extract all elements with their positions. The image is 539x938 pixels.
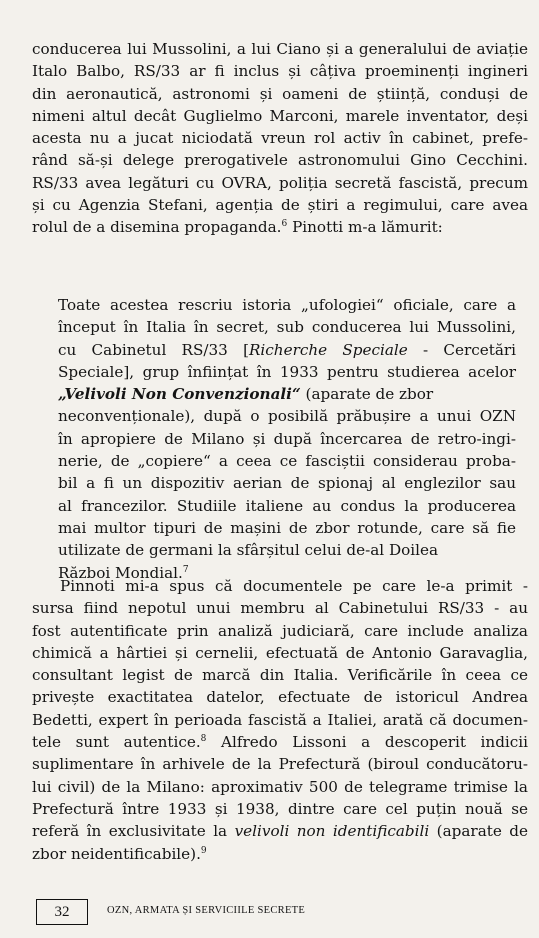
text-span: (aparate de zbor (300, 385, 434, 404)
italic-span: Richerche Speciale (249, 340, 408, 359)
text-line: suplimentare în arhivele de la Prefectură (biroul conducătoru- (32, 755, 528, 774)
italic-span: velivoli non identificabili (234, 822, 430, 841)
text-span: Alfredo Lissoni a descoperit indicii (206, 733, 528, 752)
text-line (32, 820, 528, 842)
text-line: bil a fi un dispozitiv aerian de spionaj al englezilor sau (58, 474, 516, 493)
text-line: lui civil) de la Milano: aproximativ 500 de telegrame trimise la (32, 777, 528, 796)
text-line: Speciale], grup înființat în 1933 pentru studierea acelor (58, 362, 516, 381)
text-line: nimeni altul decât Guglielmo Marconi, marele inventator, deși (32, 106, 528, 125)
footnote-marker: 9 (200, 845, 207, 856)
text-line: RS/33 avea legături cu OVRA, poliția secretă fascistă, precum (32, 173, 528, 192)
text-line: și cu Agenzia Stefani, agenția de știri a regimului, care avea (32, 196, 528, 215)
paragraph-1 (32, 38, 528, 239)
text-line: început în Italia în secret, sub conducerea lui Mussolini, (58, 318, 516, 337)
text-line: în apropiere de Milano și după încercarea de retro-ingi- (58, 429, 516, 448)
text-line: Bedetti, expert în perioada fascistă a Italiei, arată că documen- (32, 710, 528, 729)
text-span: referă în exclusivitate la (32, 822, 235, 841)
text-line: nerie, de „copiere“ a ceea ce fasciștii considerau proba- (58, 452, 516, 471)
text-span: tele sunt autentice. (32, 733, 201, 752)
footnote-marker: 8 (200, 734, 207, 745)
text-line: consultant legist de marcă din Italia. Verificările în ceea ce (32, 666, 528, 685)
text-line: Pinnoti mi-a spus că documentele pe care le-a primit - (60, 577, 528, 595)
footnote-marker: 6 (281, 219, 288, 230)
text-line: al francezilor. Studiile italiene au condus la producerea (58, 496, 516, 515)
page-footer (36, 899, 516, 929)
text-line: chimică a hârtiei și cernelii, efectuată de Antonio Garavaglia, (32, 643, 528, 662)
text-span: zbor neidentificabile). (32, 844, 201, 863)
running-title: OZN, ARMATA ȘI SERVICIILE SECRETE (107, 905, 306, 916)
text-line: mai multor tipuri de mașini de zbor rotunde, care să fie (58, 518, 516, 537)
text-line: rând să-și delege prerogativele astronomului Gino Cecchini. (32, 151, 528, 170)
text-line: conducerea lui Mussolini, a lui Ciano și a generalului de aviație (32, 40, 528, 58)
text-line: din aeronautică, astronomi și oameni de știință, conduși de (32, 84, 528, 103)
text-span: rolul de a disemina propaganda. (32, 218, 282, 237)
text-span: Război Mondial. (58, 563, 183, 582)
text-span: - Cercetări (407, 340, 516, 359)
text-line: neconvenționale), după o posibilă prăbușire a unui OZN (58, 407, 516, 426)
text-span: (aparate de (429, 822, 528, 841)
paragraph-3 (32, 575, 528, 865)
text-line: sursa fiind nepotul unui membru al Cabinetului RS/33 - au (32, 599, 528, 618)
text-line: privește exactitatea datelor, efectuate de istoricul Andrea (32, 688, 528, 707)
text-line: fost autentificate prin analiză judiciară, care include analiza (32, 621, 528, 640)
text-line (32, 731, 528, 753)
bold-italic-span: „Velivoli Non Convenzionali“ (58, 385, 301, 404)
text-line: Prefectură între 1933 și 1938, dintre care cel puțin nouă se (32, 799, 528, 818)
text-line: Toate acestea rescriu istoria „ufologiei“ oficiale, care a (58, 296, 516, 314)
text-line: acesta nu a jucat niciodată vreun rol activ în cabinet, prefe- (32, 129, 528, 148)
block-quote (58, 294, 516, 584)
page-number: 32 (36, 899, 88, 925)
text-line (58, 339, 516, 361)
text-line: utilizate de germani la sfârșitul celui de-al Doilea (58, 541, 439, 560)
text-line (32, 843, 528, 865)
text-span: cu Cabinetul RS/33 [ (58, 340, 249, 359)
footnote-marker: 7 (182, 564, 189, 575)
text-line (32, 216, 528, 238)
text-span: Pinotti m-a lămurit: (292, 218, 443, 237)
text-line: Italo Balbo, RS/33 ar fi inclus și câțiva proeminenți ingineri (32, 62, 528, 81)
text-line (58, 383, 516, 405)
